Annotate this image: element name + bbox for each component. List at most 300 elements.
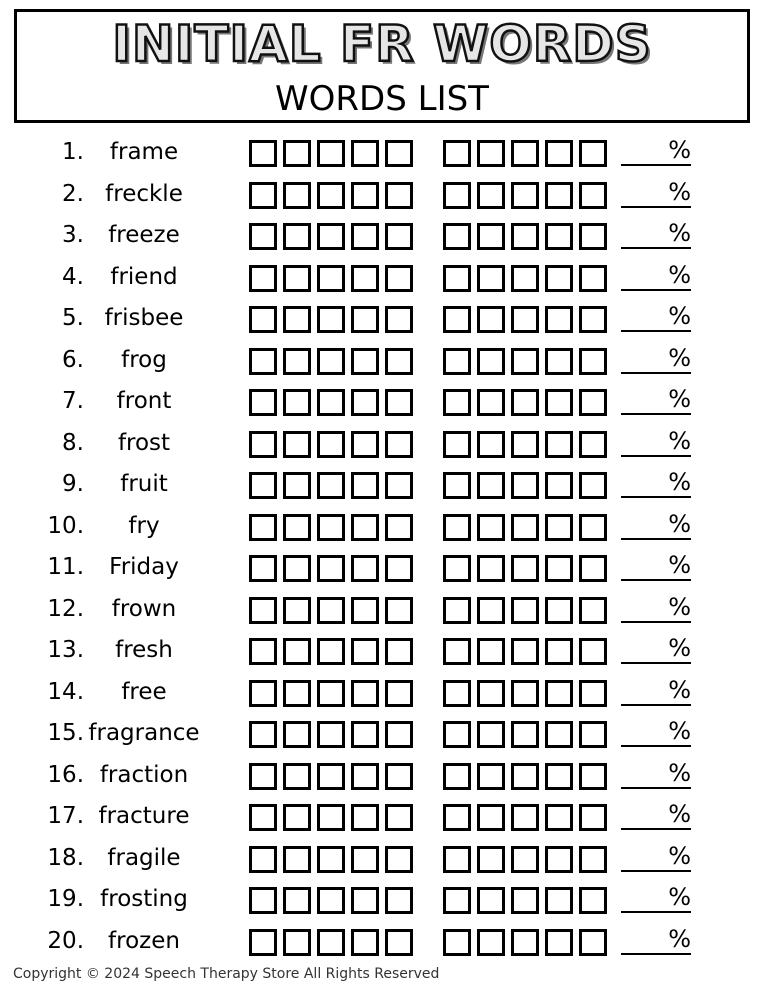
- trial-checkbox[interactable]: [249, 887, 277, 914]
- trial-checkbox[interactable]: [317, 223, 345, 250]
- trial-checkbox[interactable]: [443, 182, 471, 209]
- word-row: [0, 879, 768, 921]
- trial-checkbox[interactable]: [511, 472, 539, 499]
- trial-checkbox[interactable]: [477, 514, 505, 541]
- trial-checkbox[interactable]: [385, 306, 413, 333]
- word-row: [0, 464, 768, 506]
- trial-checkbox[interactable]: [579, 348, 607, 375]
- trial-checkbox[interactable]: [511, 555, 539, 582]
- percent-score-blank[interactable]: [621, 632, 691, 664]
- trial-checkbox[interactable]: [385, 721, 413, 748]
- trial-checkbox[interactable]: [443, 597, 471, 624]
- trial-checkbox[interactable]: [477, 431, 505, 458]
- word-row: [0, 630, 768, 672]
- percent-symbol: %: [668, 385, 691, 413]
- trial-checkbox[interactable]: [351, 638, 379, 665]
- word-label: friend: [110, 263, 178, 290]
- percent-symbol: %: [668, 634, 691, 662]
- trial-checkbox[interactable]: [477, 804, 505, 831]
- word-label: frost: [117, 429, 171, 456]
- trial-checkbox[interactable]: [249, 721, 277, 748]
- trial-checkbox-group-1: [249, 555, 413, 582]
- trial-checkbox[interactable]: [385, 555, 413, 582]
- trial-checkbox[interactable]: [579, 929, 607, 956]
- word-label: free: [121, 678, 167, 705]
- trial-checkbox[interactable]: [249, 140, 277, 167]
- trial-checkbox[interactable]: [283, 597, 311, 624]
- trial-checkbox[interactable]: [477, 887, 505, 914]
- trial-checkbox[interactable]: [283, 638, 311, 665]
- trial-checkbox[interactable]: [545, 223, 573, 250]
- trial-checkbox[interactable]: [477, 306, 505, 333]
- trial-checkbox[interactable]: [385, 929, 413, 956]
- trial-checkbox[interactable]: [351, 348, 379, 375]
- trial-checkbox[interactable]: [511, 887, 539, 914]
- trial-checkbox[interactable]: [477, 929, 505, 956]
- trial-checkbox[interactable]: [283, 348, 311, 375]
- trial-checkbox-group-2: [443, 514, 607, 541]
- trial-checkbox[interactable]: [317, 597, 345, 624]
- trial-checkbox[interactable]: [511, 182, 539, 209]
- trial-checkbox[interactable]: [511, 597, 539, 624]
- trial-checkbox[interactable]: [351, 721, 379, 748]
- trial-checkbox[interactable]: [385, 389, 413, 416]
- trial-checkbox[interactable]: [351, 763, 379, 790]
- trial-checkbox[interactable]: [249, 182, 277, 209]
- trial-checkbox[interactable]: [249, 306, 277, 333]
- trial-checkbox[interactable]: [385, 265, 413, 292]
- trial-checkbox[interactable]: [351, 929, 379, 956]
- word-number: 10.: [47, 512, 84, 539]
- trial-checkbox[interactable]: [283, 140, 311, 167]
- trial-checkbox[interactable]: [283, 431, 311, 458]
- trial-checkbox[interactable]: [249, 431, 277, 458]
- trial-checkbox[interactable]: [443, 348, 471, 375]
- trial-checkbox[interactable]: [443, 265, 471, 292]
- trial-checkbox[interactable]: [443, 846, 471, 873]
- percent-score-blank[interactable]: [621, 300, 691, 332]
- copyright-text: Copyright © 2024 Speech Therapy Store All Rights Reserved: [13, 966, 440, 982]
- trial-checkbox[interactable]: [317, 431, 345, 458]
- trial-checkbox[interactable]: [351, 514, 379, 541]
- trial-checkbox[interactable]: [511, 140, 539, 167]
- word-number: 15.: [47, 720, 84, 746]
- trial-checkbox[interactable]: [283, 472, 311, 499]
- trial-checkbox[interactable]: [249, 223, 277, 250]
- percent-symbol: %: [668, 426, 691, 455]
- word-number: 20.: [47, 927, 84, 954]
- trial-checkbox[interactable]: [351, 597, 379, 624]
- trial-checkbox[interactable]: [351, 680, 379, 707]
- percent-symbol: %: [668, 468, 691, 496]
- trial-checkbox[interactable]: [545, 265, 573, 292]
- percent-score-blank[interactable]: [621, 674, 691, 706]
- trial-checkbox[interactable]: [511, 763, 539, 790]
- percent-symbol: %: [668, 800, 691, 828]
- trial-checkbox[interactable]: [545, 680, 573, 707]
- trial-checkbox[interactable]: [511, 431, 539, 458]
- trial-checkbox[interactable]: [249, 804, 277, 831]
- trial-checkbox[interactable]: [579, 306, 607, 333]
- trial-checkbox[interactable]: [283, 680, 311, 707]
- percent-score-blank[interactable]: [621, 342, 691, 374]
- trial-checkbox[interactable]: [443, 887, 471, 914]
- trial-checkbox[interactable]: [351, 140, 379, 167]
- trial-checkbox[interactable]: [511, 306, 539, 333]
- word-number: 16.: [47, 761, 84, 788]
- word-row: [0, 506, 768, 548]
- trial-checkbox-group-1: [249, 348, 413, 375]
- word-label: freckle: [105, 180, 183, 207]
- word-row: [0, 589, 768, 631]
- trial-checkbox[interactable]: [249, 763, 277, 790]
- trial-checkbox[interactable]: [283, 265, 311, 292]
- trial-checkbox-group-1: [249, 763, 413, 790]
- percent-score-blank[interactable]: [621, 591, 691, 623]
- word-row: [0, 423, 768, 465]
- trial-checkbox[interactable]: [443, 389, 471, 416]
- trial-checkbox[interactable]: [579, 223, 607, 250]
- trial-checkbox[interactable]: [511, 223, 539, 250]
- trial-checkbox[interactable]: [545, 721, 573, 748]
- trial-checkbox[interactable]: [545, 638, 573, 665]
- trial-checkbox[interactable]: [283, 721, 311, 748]
- word-row: [0, 713, 768, 755]
- word-row: [0, 257, 768, 299]
- trial-checkbox[interactable]: [579, 597, 607, 624]
- trial-checkbox[interactable]: [477, 265, 505, 292]
- trial-checkbox[interactable]: [351, 804, 379, 831]
- trial-checkbox[interactable]: [351, 431, 379, 458]
- trial-checkbox[interactable]: [249, 929, 277, 956]
- word-label: frame: [109, 139, 179, 165]
- trial-checkbox[interactable]: [443, 514, 471, 541]
- percent-score-blank[interactable]: [621, 425, 691, 457]
- trial-checkbox[interactable]: [545, 846, 573, 873]
- trial-checkbox[interactable]: [545, 929, 573, 956]
- trial-checkbox[interactable]: [249, 389, 277, 416]
- trial-checkbox[interactable]: [545, 597, 573, 624]
- trial-checkbox[interactable]: [385, 182, 413, 209]
- trial-checkbox[interactable]: [443, 763, 471, 790]
- trial-checkbox[interactable]: [351, 265, 379, 292]
- word-number: 18.: [47, 844, 84, 871]
- trial-checkbox-group-1: [249, 597, 413, 624]
- trial-checkbox[interactable]: [545, 306, 573, 333]
- percent-score-blank[interactable]: [621, 134, 691, 166]
- trial-checkbox[interactable]: [283, 223, 311, 250]
- trial-checkbox[interactable]: [249, 472, 277, 499]
- trial-checkbox[interactable]: [477, 348, 505, 375]
- trial-checkbox[interactable]: [477, 846, 505, 873]
- percent-score-blank[interactable]: [621, 923, 691, 955]
- word-number: 19.: [47, 886, 84, 912]
- page-title: INITIAL FR WORDS: [112, 15, 652, 73]
- trial-checkbox[interactable]: [385, 804, 413, 831]
- trial-checkbox[interactable]: [385, 763, 413, 790]
- trial-checkbox[interactable]: [385, 680, 413, 707]
- trial-checkbox[interactable]: [351, 389, 379, 416]
- trial-checkbox[interactable]: [443, 431, 471, 458]
- trial-checkbox[interactable]: [351, 555, 379, 582]
- trial-checkbox[interactable]: [579, 514, 607, 541]
- word-label: fraction: [99, 761, 189, 788]
- word-number: 3.: [62, 222, 84, 248]
- trial-checkbox[interactable]: [317, 140, 345, 167]
- trial-checkbox[interactable]: [511, 514, 539, 541]
- trial-checkbox[interactable]: [351, 472, 379, 499]
- trial-checkbox[interactable]: [317, 555, 345, 582]
- trial-checkbox[interactable]: [385, 223, 413, 250]
- word-row: [0, 381, 768, 423]
- word-label: fracture: [98, 803, 190, 829]
- trial-checkbox[interactable]: [283, 929, 311, 956]
- word-number: 4.: [62, 263, 84, 290]
- trial-checkbox[interactable]: [317, 929, 345, 956]
- trial-checkbox[interactable]: [511, 804, 539, 831]
- trial-checkbox[interactable]: [443, 721, 471, 748]
- trial-checkbox[interactable]: [351, 846, 379, 873]
- trial-checkbox[interactable]: [443, 223, 471, 250]
- trial-checkbox[interactable]: [249, 846, 277, 873]
- trial-checkbox[interactable]: [477, 597, 505, 624]
- trial-checkbox-group-2: [443, 472, 607, 499]
- percent-score-blank[interactable]: [621, 881, 691, 913]
- trial-checkbox[interactable]: [545, 182, 573, 209]
- word-number: 9.: [62, 471, 84, 497]
- trial-checkbox[interactable]: [443, 140, 471, 167]
- trial-checkbox[interactable]: [579, 680, 607, 707]
- trial-checkbox[interactable]: [511, 638, 539, 665]
- trial-checkbox[interactable]: [579, 555, 607, 582]
- trial-checkbox[interactable]: [545, 555, 573, 582]
- percent-score-blank[interactable]: [621, 840, 691, 872]
- word-number: 13.: [47, 637, 84, 663]
- percent-symbol: %: [668, 592, 691, 621]
- trial-checkbox[interactable]: [511, 348, 539, 375]
- trial-checkbox[interactable]: [249, 680, 277, 707]
- trial-checkbox[interactable]: [283, 514, 311, 541]
- word-row: [0, 132, 768, 174]
- trial-checkbox[interactable]: [283, 846, 311, 873]
- trial-checkbox[interactable]: [317, 638, 345, 665]
- trial-checkbox[interactable]: [283, 763, 311, 790]
- word-number: 1.: [62, 139, 84, 165]
- trial-checkbox[interactable]: [283, 182, 311, 209]
- trial-checkbox[interactable]: [443, 555, 471, 582]
- trial-checkbox[interactable]: [579, 182, 607, 209]
- word-number: 5.: [62, 305, 84, 331]
- percent-score-blank[interactable]: [621, 217, 691, 249]
- trial-checkbox[interactable]: [249, 265, 277, 292]
- trial-checkbox[interactable]: [579, 763, 607, 790]
- trial-checkbox[interactable]: [317, 887, 345, 914]
- trial-checkbox[interactable]: [249, 555, 277, 582]
- trial-checkbox[interactable]: [579, 804, 607, 831]
- trial-checkbox[interactable]: [579, 472, 607, 499]
- trial-checkbox[interactable]: [511, 929, 539, 956]
- trial-checkbox[interactable]: [443, 638, 471, 665]
- trial-checkbox[interactable]: [317, 348, 345, 375]
- trial-checkbox[interactable]: [317, 265, 345, 292]
- trial-checkbox-group-2: [443, 182, 607, 209]
- trial-checkbox[interactable]: [317, 680, 345, 707]
- trial-checkbox[interactable]: [579, 846, 607, 873]
- trial-checkbox[interactable]: [477, 721, 505, 748]
- trial-checkbox[interactable]: [443, 929, 471, 956]
- trial-checkbox[interactable]: [477, 555, 505, 582]
- trial-checkbox[interactable]: [317, 804, 345, 831]
- trial-checkbox[interactable]: [385, 887, 413, 914]
- percent-score-blank[interactable]: [621, 549, 691, 581]
- trial-checkbox[interactable]: [477, 680, 505, 707]
- trial-checkbox[interactable]: [351, 887, 379, 914]
- trial-checkbox[interactable]: [385, 431, 413, 458]
- word-row: [0, 796, 768, 838]
- trial-checkbox[interactable]: [249, 348, 277, 375]
- trial-checkbox[interactable]: [385, 597, 413, 624]
- trial-checkbox[interactable]: [579, 431, 607, 458]
- word-row: [0, 340, 768, 382]
- trial-checkbox-group-2: [443, 680, 607, 707]
- percent-score-blank[interactable]: [621, 798, 691, 830]
- trial-checkbox[interactable]: [317, 721, 345, 748]
- trial-checkbox-group-2: [443, 887, 607, 914]
- trial-checkbox-group-1: [249, 680, 413, 707]
- trial-checkbox-group-2: [443, 721, 607, 748]
- trial-checkbox[interactable]: [545, 887, 573, 914]
- word-label: Friday: [109, 554, 179, 580]
- word-label: fry: [128, 512, 160, 539]
- trial-checkbox[interactable]: [579, 265, 607, 292]
- trial-checkbox[interactable]: [545, 348, 573, 375]
- trial-checkbox-group-1: [249, 265, 413, 292]
- trial-checkbox[interactable]: [545, 514, 573, 541]
- trial-checkbox-group-2: [443, 140, 607, 167]
- trial-checkbox[interactable]: [351, 223, 379, 250]
- trial-checkbox[interactable]: [351, 306, 379, 333]
- trial-checkbox[interactable]: [351, 182, 379, 209]
- trial-checkbox-group-1: [249, 804, 413, 831]
- percent-score-blank[interactable]: [621, 508, 691, 540]
- trial-checkbox[interactable]: [385, 140, 413, 167]
- word-label: frosting: [100, 886, 188, 912]
- trial-checkbox[interactable]: [545, 389, 573, 416]
- trial-checkbox[interactable]: [317, 472, 345, 499]
- trial-checkbox[interactable]: [545, 763, 573, 790]
- word-row: [0, 547, 768, 589]
- trial-checkbox[interactable]: [249, 638, 277, 665]
- trial-checkbox-group-1: [249, 140, 413, 167]
- trial-checkbox-group-1: [249, 431, 413, 458]
- trial-checkbox[interactable]: [545, 140, 573, 167]
- trial-checkbox[interactable]: [283, 555, 311, 582]
- trial-checkbox[interactable]: [579, 638, 607, 665]
- trial-checkbox[interactable]: [511, 721, 539, 748]
- trial-checkbox[interactable]: [477, 223, 505, 250]
- trial-checkbox-group-1: [249, 182, 413, 209]
- percent-symbol: %: [668, 675, 691, 704]
- word-label: fruit: [120, 471, 168, 497]
- trial-checkbox-group-2: [443, 597, 607, 624]
- trial-checkbox[interactable]: [385, 472, 413, 499]
- trial-checkbox-group-2: [443, 348, 607, 375]
- trial-checkbox[interactable]: [579, 887, 607, 914]
- trial-checkbox[interactable]: [579, 389, 607, 416]
- word-row: [0, 755, 768, 797]
- word-label: fragile: [107, 844, 181, 871]
- trial-checkbox[interactable]: [477, 472, 505, 499]
- trial-checkbox[interactable]: [317, 306, 345, 333]
- word-row: [0, 672, 768, 714]
- trial-checkbox[interactable]: [477, 763, 505, 790]
- percent-score-blank[interactable]: [621, 466, 691, 498]
- word-row: [0, 215, 768, 257]
- trial-checkbox[interactable]: [443, 306, 471, 333]
- trial-checkbox[interactable]: [511, 680, 539, 707]
- percent-score-blank[interactable]: [621, 383, 691, 415]
- trial-checkbox[interactable]: [443, 680, 471, 707]
- trial-checkbox[interactable]: [385, 846, 413, 873]
- trial-checkbox[interactable]: [443, 472, 471, 499]
- trial-checkbox[interactable]: [317, 514, 345, 541]
- percent-score-blank[interactable]: [621, 715, 691, 747]
- trial-checkbox[interactable]: [477, 638, 505, 665]
- trial-checkbox[interactable]: [317, 846, 345, 873]
- trial-checkbox[interactable]: [477, 389, 505, 416]
- word-label: fragrance: [88, 720, 200, 746]
- trial-checkbox[interactable]: [317, 763, 345, 790]
- trial-checkbox[interactable]: [443, 804, 471, 831]
- trial-checkbox[interactable]: [317, 182, 345, 209]
- word-label: frog: [121, 346, 167, 373]
- trial-checkbox[interactable]: [511, 265, 539, 292]
- trial-checkbox-group-1: [249, 306, 413, 333]
- trial-checkbox[interactable]: [283, 389, 311, 416]
- trial-checkbox[interactable]: [249, 597, 277, 624]
- trial-checkbox-group-1: [249, 472, 413, 499]
- percent-symbol: %: [668, 136, 691, 164]
- trial-checkbox[interactable]: [545, 431, 573, 458]
- trial-checkbox[interactable]: [545, 804, 573, 831]
- trial-checkbox[interactable]: [511, 846, 539, 873]
- percent-score-blank[interactable]: [621, 757, 691, 789]
- trial-checkbox[interactable]: [385, 514, 413, 541]
- percent-symbol: %: [668, 302, 691, 330]
- trial-checkbox-group-2: [443, 223, 607, 250]
- trial-checkbox[interactable]: [579, 140, 607, 167]
- trial-checkbox[interactable]: [283, 306, 311, 333]
- trial-checkbox[interactable]: [545, 472, 573, 499]
- trial-checkbox[interactable]: [249, 514, 277, 541]
- trial-checkbox[interactable]: [385, 638, 413, 665]
- trial-checkbox[interactable]: [385, 348, 413, 375]
- percent-symbol: %: [668, 924, 691, 953]
- word-row: [0, 838, 768, 880]
- trial-checkbox[interactable]: [317, 389, 345, 416]
- trial-checkbox[interactable]: [283, 887, 311, 914]
- trial-checkbox[interactable]: [283, 804, 311, 831]
- trial-checkbox[interactable]: [579, 721, 607, 748]
- trial-checkbox-group-1: [249, 638, 413, 665]
- trial-checkbox[interactable]: [511, 389, 539, 416]
- percent-score-blank[interactable]: [621, 176, 691, 208]
- trial-checkbox[interactable]: [477, 140, 505, 167]
- word-row: [0, 921, 768, 963]
- page-subtitle: WORDS LIST: [275, 79, 489, 119]
- percent-score-blank[interactable]: [621, 259, 691, 291]
- trial-checkbox[interactable]: [477, 182, 505, 209]
